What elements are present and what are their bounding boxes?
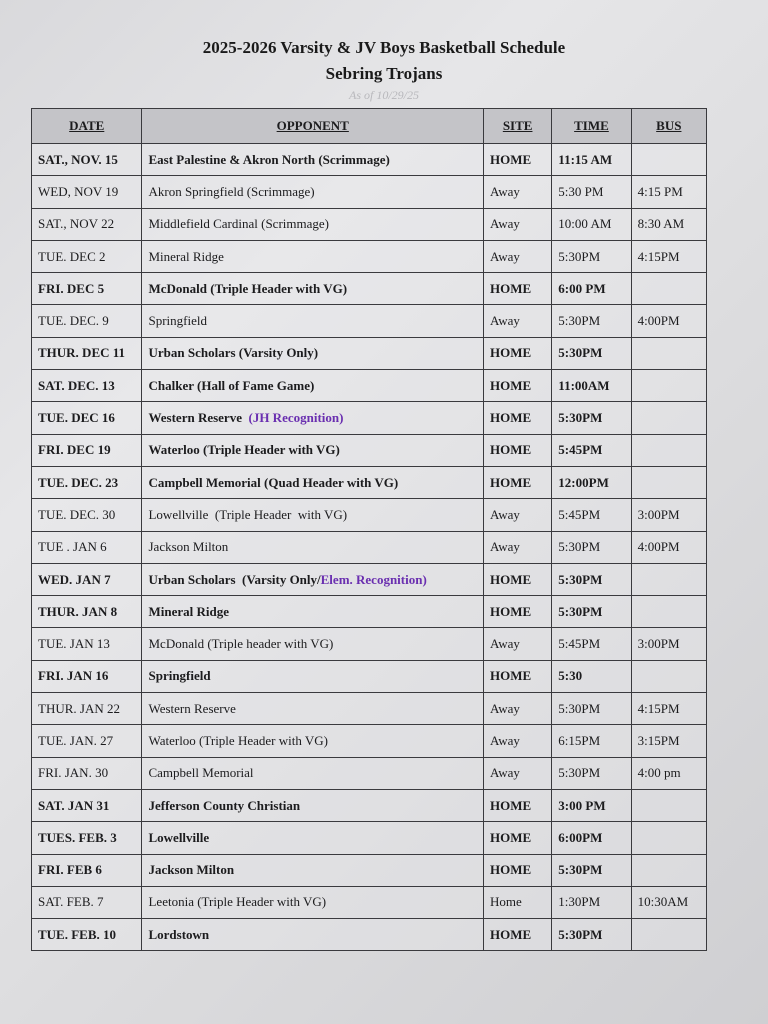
table-row <box>32 402 707 434</box>
cell-opponent <box>142 757 484 789</box>
cell-date: TUE . JAN 6 <box>32 531 142 563</box>
cell-site: HOME <box>484 563 552 595</box>
cell-opponent <box>142 822 484 854</box>
cell-opponent <box>142 725 484 757</box>
cell-date: TUE. FEB. 10 <box>32 919 142 951</box>
cell-site: Away <box>484 305 552 337</box>
column-header-date: DATE <box>32 109 142 144</box>
cell-time: 1:30PM <box>552 886 631 918</box>
cell-site: HOME <box>484 434 552 466</box>
cell-date: SAT. DEC. 13 <box>32 370 142 402</box>
cell-opponent <box>142 402 484 434</box>
table-row <box>32 693 707 725</box>
cell-site: Away <box>484 240 552 272</box>
cell-time: 5:45PM <box>552 628 631 660</box>
cell-site: Away <box>484 628 552 660</box>
cell-bus <box>631 144 706 176</box>
cell-time: 10:00 AM <box>552 208 631 240</box>
cell-date: FRI. DEC 19 <box>32 434 142 466</box>
cell-date: FRI. FEB 6 <box>32 854 142 886</box>
cell-date: TUE. DEC 16 <box>32 402 142 434</box>
cell-date: SAT. FEB. 7 <box>32 886 142 918</box>
cell-time: 11:00AM <box>552 370 631 402</box>
cell-date: THUR. JAN 8 <box>32 596 142 628</box>
cell-bus <box>631 434 706 466</box>
opponent-name: Lowellville <box>148 829 210 845</box>
cell-date: TUE. DEC. 9 <box>32 305 142 337</box>
cell-date: FRI. JAN. 30 <box>32 757 142 789</box>
cell-time: 11:15 AM <box>552 144 631 176</box>
cell-date: TUE. DEC. 23 <box>32 466 142 498</box>
cell-site: HOME <box>484 919 552 951</box>
opponent-name: Campbell Memorial (Quad Header with VG) <box>148 474 399 490</box>
schedule-table <box>31 108 707 951</box>
cell-date: FRI. JAN 16 <box>32 660 142 692</box>
cell-date: TUE. DEC. 30 <box>32 499 142 531</box>
opponent-name: Springfield <box>148 668 211 684</box>
cell-time: 5:30PM <box>552 240 631 272</box>
cell-bus <box>631 466 706 498</box>
opponent-name: McDonald (Triple Header with VG) <box>148 280 348 296</box>
cell-site: HOME <box>484 854 552 886</box>
cell-opponent <box>142 499 484 531</box>
schedule-body <box>32 144 707 951</box>
cell-site: Away <box>484 499 552 531</box>
recognition-note: (JH Recognition) <box>248 410 344 426</box>
table-header-row <box>32 109 707 144</box>
cell-opponent <box>142 596 484 628</box>
cell-site: HOME <box>484 273 552 305</box>
table-row <box>32 531 707 563</box>
cell-time: 3:00 PM <box>552 789 631 821</box>
cell-opponent <box>142 144 484 176</box>
cell-opponent <box>142 466 484 498</box>
team-name: Sebring Trojans <box>325 64 443 83</box>
cell-bus <box>631 596 706 628</box>
cell-date: WED, NOV 19 <box>32 176 142 208</box>
cell-opponent <box>142 176 484 208</box>
table-row <box>32 789 707 821</box>
cell-bus: 8:30 AM <box>631 208 706 240</box>
schedule-title: 2025-2026 Varsity & JV Boys Basketball Schedule <box>202 38 566 57</box>
cell-date: THUR. DEC 11 <box>32 337 142 369</box>
cell-time: 6:15PM <box>552 725 631 757</box>
cell-bus: 3:00PM <box>631 499 706 531</box>
table-row <box>32 305 707 337</box>
cell-site: Away <box>484 725 552 757</box>
cell-time: 5:30PM <box>552 337 631 369</box>
opponent-name: Jackson Milton <box>148 862 235 878</box>
cell-date: WED. JAN 7 <box>32 563 142 595</box>
table-row <box>32 434 707 466</box>
opponent-name: McDonald (Triple header with VG) <box>148 636 334 652</box>
cell-bus <box>631 919 706 951</box>
cell-bus: 3:15PM <box>631 725 706 757</box>
cell-bus <box>631 370 706 402</box>
table-row <box>32 240 707 272</box>
cell-opponent <box>142 854 484 886</box>
cell-site: Away <box>484 757 552 789</box>
opponent-name: Waterloo (Triple Header with VG) <box>148 732 328 748</box>
cell-site: Away <box>484 176 552 208</box>
cell-date: SAT., NOV. 15 <box>32 144 142 176</box>
cell-date: TUES. FEB. 3 <box>32 822 142 854</box>
cell-opponent <box>142 693 484 725</box>
opponent-name: Leetonia (Triple Header with VG) <box>148 894 327 910</box>
opponent-name: Campbell Memorial <box>148 765 254 781</box>
recognition-note: Elem. Recognition) <box>320 571 427 587</box>
cell-date: SAT. JAN 31 <box>32 789 142 821</box>
cell-time: 5:30PM <box>552 596 631 628</box>
cell-bus <box>631 854 706 886</box>
opponent-name: Urban Scholars (Varsity Only) <box>148 345 319 361</box>
table-row <box>32 919 707 951</box>
cell-time: 5:30PM <box>552 854 631 886</box>
cell-opponent <box>142 789 484 821</box>
cell-date: TUE. JAN. 27 <box>32 725 142 757</box>
table-row <box>32 757 707 789</box>
cell-opponent <box>142 531 484 563</box>
cell-bus: 4:00PM <box>631 531 706 563</box>
cell-bus: 3:00PM <box>631 628 706 660</box>
column-header-site: SITE <box>484 109 552 144</box>
cell-bus <box>631 337 706 369</box>
opponent-name: Akron Springfield (Scrimmage) <box>148 183 315 199</box>
cell-time: 5:30PM <box>552 305 631 337</box>
cell-bus: 4:00PM <box>631 305 706 337</box>
cell-site: HOME <box>484 660 552 692</box>
cell-bus <box>631 660 706 692</box>
cell-bus <box>631 563 706 595</box>
table-row <box>32 563 707 595</box>
column-header-time: TIME <box>552 109 631 144</box>
cell-opponent <box>142 886 484 918</box>
cell-time: 5:30PM <box>552 757 631 789</box>
table-row <box>32 499 707 531</box>
cell-time: 12:00PM <box>552 466 631 498</box>
cell-opponent <box>142 337 484 369</box>
opponent-name: Mineral Ridge <box>148 248 224 264</box>
opponent-name: Western Reserve <box>148 700 236 716</box>
table-row <box>32 208 707 240</box>
as-of-date: As of 10/29/25 <box>348 88 419 102</box>
cell-bus: 4:00 pm <box>631 757 706 789</box>
table-row <box>32 725 707 757</box>
cell-time: 5:30 <box>552 660 631 692</box>
cell-opponent <box>142 273 484 305</box>
table-row <box>32 628 707 660</box>
cell-opponent <box>142 563 484 595</box>
cell-site: Away <box>484 693 552 725</box>
cell-date: TUE. JAN 13 <box>32 628 142 660</box>
cell-time: 6:00PM <box>552 822 631 854</box>
opponent-name: Middlefield Cardinal (Scrimmage) <box>148 216 329 232</box>
cell-bus: 4:15PM <box>631 693 706 725</box>
cell-date: SAT., NOV 22 <box>32 208 142 240</box>
cell-site: HOME <box>484 370 552 402</box>
table-row <box>32 466 707 498</box>
cell-site: HOME <box>484 144 552 176</box>
opponent-name: Western Reserve <box>148 410 249 426</box>
table-row <box>32 144 707 176</box>
cell-date: THUR. JAN 22 <box>32 693 142 725</box>
cell-site: HOME <box>484 822 552 854</box>
cell-opponent <box>142 370 484 402</box>
table-row <box>32 854 707 886</box>
cell-opponent <box>142 919 484 951</box>
table-row <box>32 660 707 692</box>
cell-bus <box>631 822 706 854</box>
cell-time: 5:30PM <box>552 563 631 595</box>
opponent-name: East Palestine & Akron North (Scrimmage) <box>148 151 390 167</box>
cell-opponent <box>142 208 484 240</box>
opponent-name: Lordstown <box>148 926 210 942</box>
cell-opponent <box>142 660 484 692</box>
column-header-bus: BUS <box>631 109 706 144</box>
cell-time: 5:30PM <box>552 693 631 725</box>
cell-site: HOME <box>484 789 552 821</box>
cell-opponent <box>142 240 484 272</box>
cell-date: TUE. DEC 2 <box>32 240 142 272</box>
opponent-name: Chalker (Hall of Fame Game) <box>148 377 315 393</box>
opponent-name: Waterloo (Triple Header with VG) <box>148 442 340 458</box>
cell-time: 6:00 PM <box>552 273 631 305</box>
cell-site: HOME <box>484 466 552 498</box>
table-row <box>32 886 707 918</box>
column-header-opponent: OPPONENT <box>142 109 484 144</box>
opponent-name: Springfield <box>148 313 207 329</box>
table-row <box>32 822 707 854</box>
opponent-name: Urban Scholars (Varsity Only/ <box>148 571 321 587</box>
cell-time: 5:30PM <box>552 919 631 951</box>
table-row <box>32 176 707 208</box>
cell-bus: 4:15 PM <box>631 176 706 208</box>
cell-site: Away <box>484 208 552 240</box>
table-row <box>32 596 707 628</box>
cell-site: HOME <box>484 337 552 369</box>
cell-bus <box>631 789 706 821</box>
cell-site: Home <box>484 886 552 918</box>
cell-site: Away <box>484 531 552 563</box>
table-row <box>32 337 707 369</box>
cell-time: 5:45PM <box>552 499 631 531</box>
opponent-name: Jefferson County Christian <box>148 797 301 813</box>
table-row <box>32 273 707 305</box>
opponent-name: Jackson Milton <box>148 539 229 555</box>
cell-time: 5:45PM <box>552 434 631 466</box>
cell-bus <box>631 402 706 434</box>
cell-opponent <box>142 628 484 660</box>
table-row <box>32 370 707 402</box>
cell-date: FRI. DEC 5 <box>32 273 142 305</box>
cell-time: 5:30 PM <box>552 176 631 208</box>
cell-bus <box>631 273 706 305</box>
opponent-name: Lowellville (Triple Header with VG) <box>148 506 348 522</box>
cell-bus: 10:30AM <box>631 886 706 918</box>
cell-opponent <box>142 434 484 466</box>
cell-bus: 4:15PM <box>631 240 706 272</box>
cell-site: HOME <box>484 596 552 628</box>
cell-time: 5:30PM <box>552 531 631 563</box>
cell-time: 5:30PM <box>552 402 631 434</box>
cell-opponent <box>142 305 484 337</box>
cell-site: HOME <box>484 402 552 434</box>
opponent-name: Mineral Ridge <box>148 603 229 619</box>
